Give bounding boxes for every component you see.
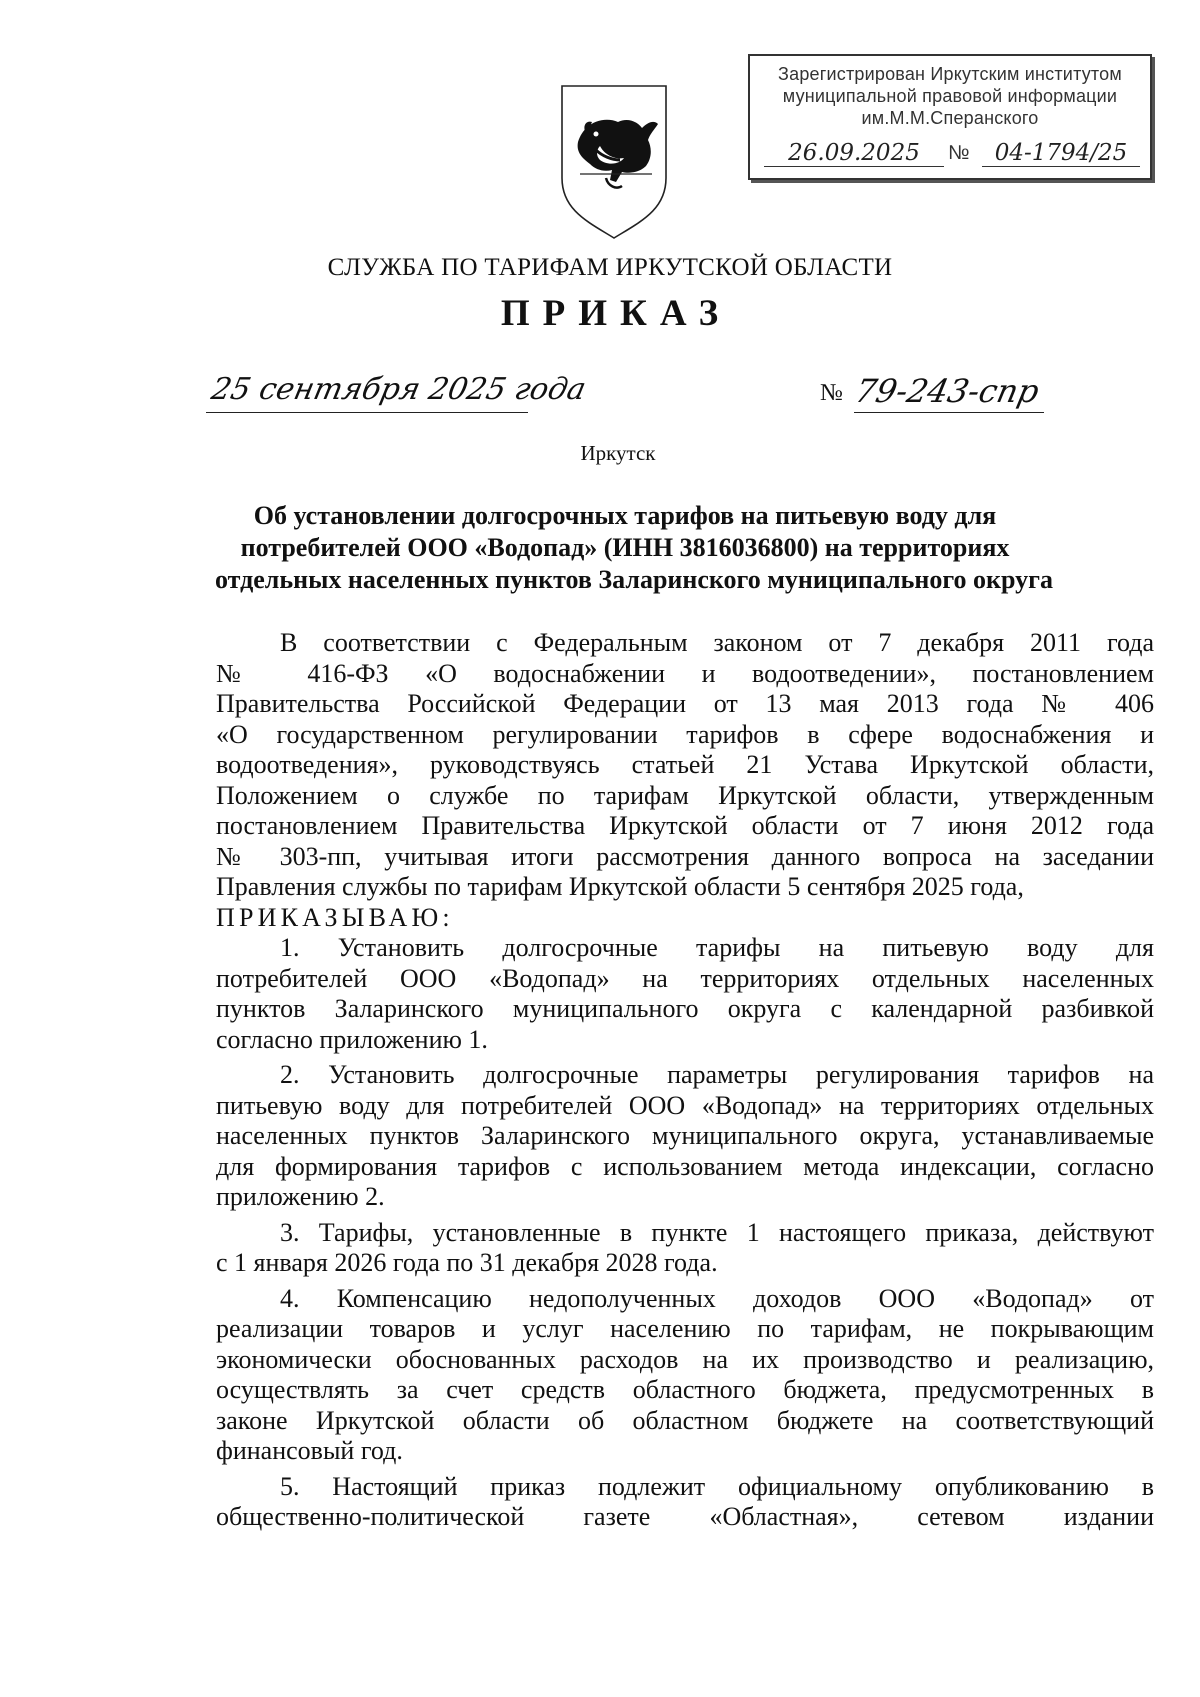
city-name: Иркутск: [580, 441, 656, 465]
title-line: потребителей ООО «Водопад» (ИНН 3816036800) на территориях: [240, 533, 1010, 562]
order-item-5: [216, 1472, 1154, 1533]
text-line: Положением о службе по тарифам Иркутской области, утвержденным: [216, 780, 1154, 810]
text-line: пунктов Заларинского муниципального округа с календарной разбивкой: [216, 994, 1154, 1023]
text-line: с 1 января 2026 года по 31 декабря 2028 года.: [216, 1248, 718, 1277]
order-item-1: [216, 933, 1154, 1055]
stamp-line-3: им.М.М.Сперанского: [861, 108, 1039, 128]
text-line: для формирования тарифов с использованием метода индексации, согласно: [216, 1151, 1154, 1181]
text-line: экономически обоснованных расходов на их производство и реализацию,: [216, 1344, 1154, 1374]
text-line: реализации товаров и услуг населению по тарифам, не покрывающим: [216, 1314, 1154, 1343]
text-line: согласно приложению 1.: [216, 1024, 488, 1054]
text-line: Правления службы по тарифам Иркутской области 5 сентября 2025 года,: [216, 872, 1024, 901]
text-line: населенных пунктов Заларинского муниципального округа, устанавливаемые: [216, 1121, 1154, 1150]
document-type-heading: ПРИКАЗ: [500, 293, 732, 334]
document-number-field: [820, 372, 1050, 418]
text-line: потребителей ООО «Водопад» на территориях отдельных населенных: [216, 963, 1154, 993]
text-line: водоотведения», руководствуясь статьей 21 Устава Иркутской области,: [216, 750, 1154, 779]
text-line: постановлением Правительства Иркутской области от 7 июня 2012 года: [216, 811, 1154, 840]
text-line: 4. Компенсацию недополученных доходов ООО «Водопад» от: [280, 1283, 1154, 1313]
title-line: Об установлении долгосрочных тарифов на питьевую воду для: [253, 501, 997, 530]
date-underline: [206, 412, 528, 413]
text-line: финансовый год.: [216, 1436, 403, 1465]
order-item-2: [216, 1060, 1154, 1213]
order-item-3: [216, 1218, 1154, 1279]
text-line: № 416-ФЗ «О водоснабжении и водоотведении», постановлением: [216, 658, 1154, 688]
document-body: [216, 628, 1154, 1533]
text-line: общественно-политической газете «Областная», сетевом издании: [216, 1502, 1154, 1531]
text-line: питьевую воду для потребителей ООО «Водопад» на территориях отдельных: [216, 1090, 1154, 1120]
order-word: ПРИКАЗЫВАЮ:: [216, 902, 454, 932]
text-line: 1. Установить долгосрочные тарифы на питьевую воду для: [280, 933, 1154, 962]
text-line: В соответствии с Федеральным законом от 7 декабря 2011 года: [280, 628, 1154, 657]
irkutsk-coat-of-arms-icon: [556, 82, 672, 242]
registration-stamp: [748, 54, 1152, 180]
text-line: «О государственном регулировании тарифов в сфере водоснабжения и: [216, 719, 1154, 749]
number-underline: [854, 412, 1044, 413]
stamp-registration-row: [750, 140, 1150, 170]
text-line: законе Иркутской области об областном бюджете на соответствующий: [216, 1405, 1154, 1435]
stamp-line-2: муниципальной правовой информации: [782, 86, 1118, 106]
stamp-line-1: Зарегистрирован Иркутским институтом: [778, 64, 1122, 84]
document-date-field: [206, 372, 589, 418]
preamble-paragraph: [216, 628, 1154, 903]
text-line: приложению 2.: [216, 1182, 385, 1211]
number-sign: №: [820, 380, 843, 406]
organization-name: СЛУЖБА ПО ТАРИФАМ ИРКУТСКОЙ ОБЛАСТИ: [327, 254, 893, 281]
stamp-date: 26.09.2025: [764, 140, 944, 167]
stamp-number-sign: №: [948, 142, 970, 164]
text-line: осуществлять за счет средств областного бюджета, предусмотренных в: [216, 1375, 1154, 1404]
text-line: № 303-пп, учитывая итоги рассмотрения данного вопроса на заседании: [216, 841, 1154, 871]
text-line: 2. Установить долгосрочные параметры регулирования тарифов на: [280, 1060, 1154, 1089]
stamp-number: 04-1794/25: [982, 140, 1140, 167]
handwritten-number: 79-243-спр: [851, 372, 1043, 410]
text-line: Правительства Российской Федерации от 13 мая 2013 года № 406: [216, 689, 1154, 718]
handwritten-date: 25 сентября 2025 года: [208, 372, 589, 407]
title-line: отдельных населенных пунктов Заларинского муниципального округа: [215, 565, 1053, 594]
document-title: [215, 500, 1053, 596]
order-item-4: [216, 1284, 1154, 1467]
text-line: 5. Настоящий приказ подлежит официальному опубликованию в: [280, 1471, 1154, 1501]
text-line: 3. Тарифы, установленные в пункте 1 настоящего приказа, действуют: [280, 1217, 1154, 1247]
